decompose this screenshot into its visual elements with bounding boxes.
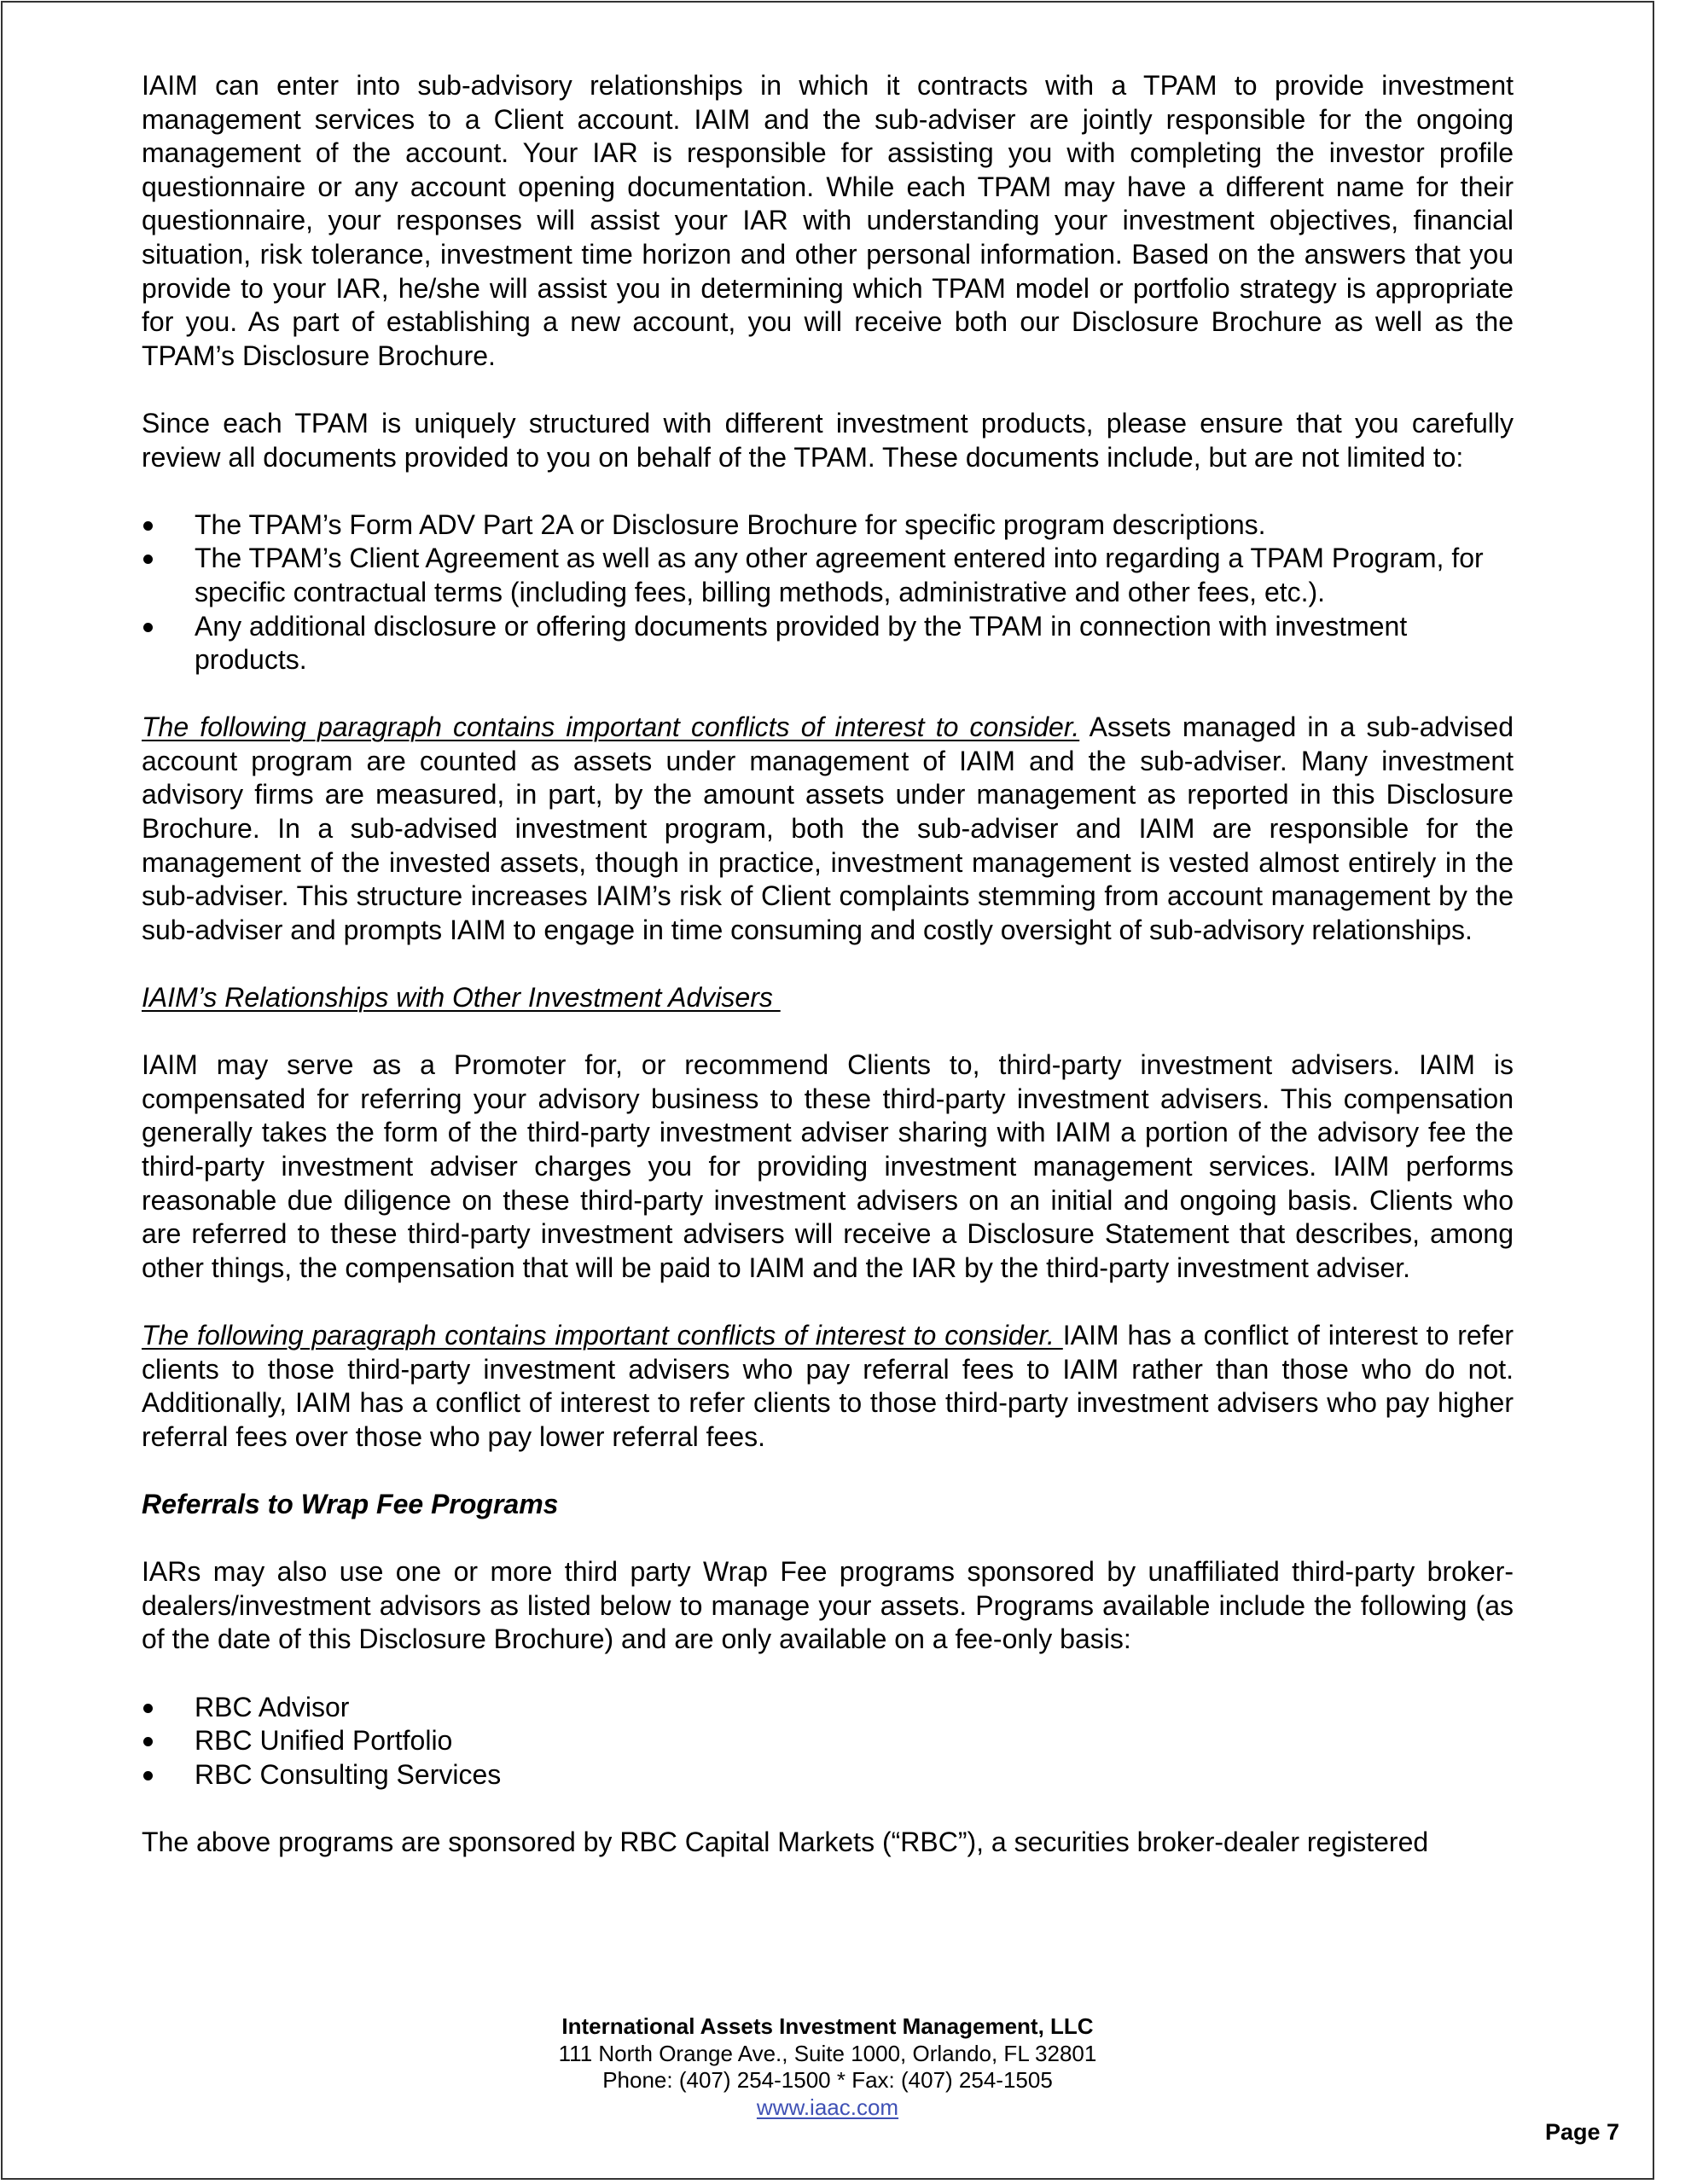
- paragraph-sub-advisory: IAIM can enter into sub-advisory relationships in which it contracts with a TPAM to provide investment management services to a Client account. IAIM and the sub-adviser are jointly responsible for the ongoing management of the account. Your IAR is responsible for assisting you with completing the investor profile questionnaire or any account opening documentation. While each TPAM may have a different name for their questionnaire, your responses will assist your IAR with understanding your investment objectives, financial situation, risk tolerance, investment time horizon and other personal information. Based on the answers that you provide to your IAR, he/she will assist you in determining which TPAM model or portfolio strategy is appropriate for you. As part of establishing a new account, you will receive both our Disclosure Brochure as well as the TPAM’s Disclosure Brochure.: [142, 70, 1514, 371]
- paragraph-promoter: IAIM may serve as a Promoter for, or recommend Clients to, third-party investment advisers. IAIM is compensated for referring your advisory business to these third-party investment advisers. This compensation generally takes the form of the third-party investment adviser sharing with IAIM a portion of the advisory fee the third-party investment adviser charges you for providing investment management services. IAIM performs reasonable due diligence on these third-party investment advisers on an initial and ongoing basis. Clients who are referred to these third-party investment advisers will receive a Disclosure Statement that describes, among other things, the compensation that will be paid to IAIM and the IAR by the third-party investment adviser.: [142, 1049, 1514, 1283]
- list-item: [142, 610, 1514, 677]
- conflict-notice: The following paragraph contains important conflicts of interest to consider.: [142, 1319, 1063, 1350]
- list-item-text: Any additional disclosure or offering documents provided by the TPAM in connection with investment products.: [195, 610, 1408, 676]
- paragraph-rbc-sponsor: The above programs are sponsored by RBC Capital Markets (“RBC”), a securities broker-dealer registered: [142, 1826, 1429, 1857]
- list-item-text: RBC Unified Portfolio: [195, 1725, 453, 1757]
- page-footer: [0, 2013, 1655, 2121]
- paragraph-wrap-fee: IARs may also use one or more third party Wrap Fee programs sponsored by unaffiliated third-party broker-dealers/investment advisors as listed below to manage your assets. Programs available include the following (as of the date of this Disclosure Brochure) and are only available on a fee-only basis:: [142, 1556, 1514, 1655]
- footer-company-name: International Assets Investment Management, LLC: [561, 2013, 1094, 2039]
- paragraph-conflict-referral: [142, 1319, 1514, 1454]
- list-item: [142, 1724, 1514, 1758]
- conflict-text: Assets managed in a sub-advised account program are counted as assets under management of IAIM and the sub-adviser. Many investment advisory firms are measured, in part, by the amount assets under management as reported in this Disclosure Brochure. In a sub-advised investment program, both the sub-adviser and IAIM are responsible for the management of the invested assets, though in practice, investment management is vested almost entirely in the sub-adviser. This structure increases IAIM’s risk of Client complaints stemming from account management by the sub-adviser and prompts IAIM to engage in time consuming and costly oversight of sub-advisory relationships.: [142, 712, 1514, 945]
- list-item-text: The TPAM’s Form ADV Part 2A or Disclosure Brochure for specific program descriptions.: [195, 508, 1266, 540]
- tpam-documents-list: [142, 508, 1514, 677]
- list-item-text: RBC Consulting Services: [195, 1758, 502, 1790]
- footer-phone-fax: Phone: (407) 254-1500 * Fax: (407) 254-1505: [602, 2067, 1053, 2093]
- paragraph-tpam-review: Since each TPAM is uniquely structured with different investment products, please ensure that you carefully review all documents provided to you on behalf of the TPAM. These documents include, but are not limited to:: [142, 407, 1514, 473]
- list-item: [142, 1691, 1514, 1725]
- footer-website-link[interactable]: www.iaac.com: [756, 2094, 899, 2120]
- section-heading-wrap-fee: Referrals to Wrap Fee Programs: [142, 1488, 559, 1519]
- footer-address: 111 North Orange Ave., Suite 1000, Orlando, FL 32801: [558, 2040, 1097, 2066]
- conflict-text: IAIM has a conflict of interest to refer clients to those third-party investment advisers who pay referral fees to IAIM rather than those who do not. Additionally, IAIM has a conflict of interest to refer clients to those third-party investment advisers who pay higher referral fees over those who pay lower referral fees.: [142, 1319, 1514, 1452]
- page-number: Page 7: [1544, 2119, 1619, 2145]
- paragraph-conflict-sub-advised: [142, 711, 1514, 947]
- list-item: [142, 542, 1514, 609]
- section-heading-relationships: IAIM’s Relationships with Other Investment Advisers: [142, 982, 781, 1014]
- list-item: [142, 508, 1514, 543]
- list-item: [142, 1758, 1514, 1792]
- document-body: [142, 69, 1514, 1859]
- conflict-notice: The following paragraph contains important conflicts of interest to consider.: [142, 712, 1080, 743]
- list-item-text: RBC Advisor: [195, 1691, 350, 1722]
- list-item-text: The TPAM’s Client Agreement as well as any other agreement entered into regarding a TPAM Program, for specific contractual terms (including fees, billing methods, administrative and other fees, etc.).: [195, 543, 1484, 607]
- wrap-programs-list: [142, 1691, 1514, 1792]
